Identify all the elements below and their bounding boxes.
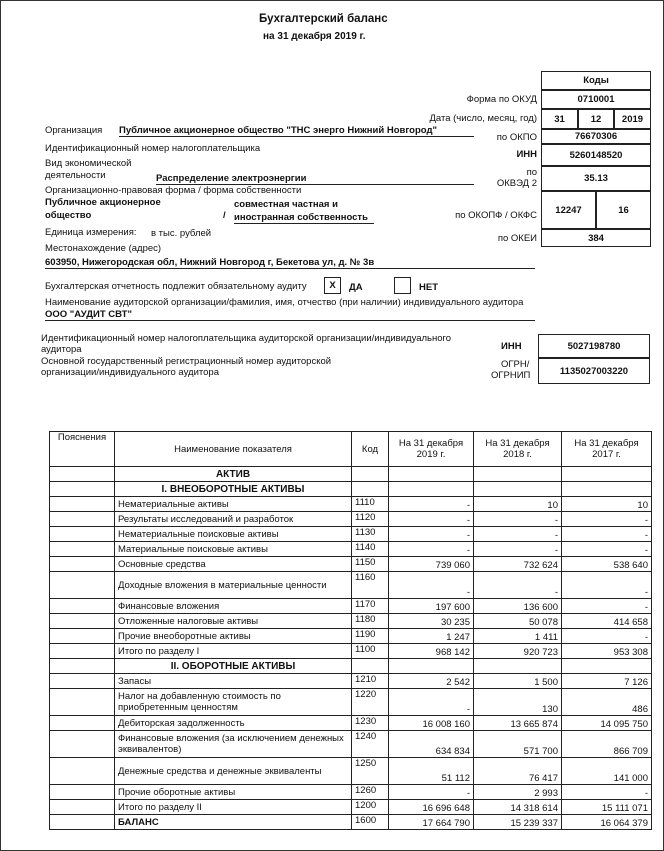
explanation-cell bbox=[50, 599, 115, 614]
code-cell bbox=[352, 482, 389, 497]
value-cell: 141 000 bbox=[562, 758, 652, 785]
indicator-name: Дебиторская задолженность bbox=[115, 716, 352, 731]
audit-yes-label: ДА bbox=[349, 282, 363, 293]
line-code: 1210 bbox=[352, 674, 389, 689]
line-code: 1180 bbox=[352, 614, 389, 629]
indicator-name: Результаты исследований и разработок bbox=[115, 512, 352, 527]
line-code: 1220 bbox=[352, 689, 389, 716]
auditor-name-label: Наименование аудиторской организации/фамилия, имя, отчество (при наличии) индивидуального аудитора bbox=[45, 297, 524, 308]
section-heading-row bbox=[50, 467, 652, 482]
indicator-name: Нематериальные поисковые активы bbox=[115, 527, 352, 542]
section-heading: АКТИВ bbox=[115, 467, 352, 482]
value-cell: 76 417 bbox=[474, 758, 562, 785]
explanation-cell bbox=[50, 689, 115, 716]
table-row bbox=[50, 815, 652, 830]
explanation-cell bbox=[50, 482, 115, 497]
table-row bbox=[50, 785, 652, 800]
value-cell bbox=[389, 482, 474, 497]
code-cell bbox=[352, 659, 389, 674]
explanation-cell bbox=[50, 731, 115, 758]
line-code: 1120 bbox=[352, 512, 389, 527]
value-cell: 538 640 bbox=[562, 557, 652, 572]
value-cell: 15 111 071 bbox=[562, 800, 652, 815]
value-cell: 130 bbox=[474, 689, 562, 716]
table-row bbox=[50, 527, 652, 542]
explanation-cell bbox=[50, 527, 115, 542]
value-cell: 414 658 bbox=[562, 614, 652, 629]
explanation-cell bbox=[50, 497, 115, 512]
table-row bbox=[50, 758, 652, 785]
column-header: На 31 декабря 2018 г. bbox=[474, 432, 562, 467]
value-cell: - bbox=[389, 572, 474, 599]
organization-label: Организация bbox=[45, 125, 103, 136]
auditor-ogrn: 1135027003220 bbox=[538, 358, 650, 384]
explanation-cell bbox=[50, 800, 115, 815]
explanation-cell bbox=[50, 716, 115, 731]
okpo-code: 76670306 bbox=[541, 129, 651, 144]
value-cell: - bbox=[562, 572, 652, 599]
value-cell: 16 696 648 bbox=[389, 800, 474, 815]
indicator-name: Запасы bbox=[115, 674, 352, 689]
value-cell: - bbox=[562, 629, 652, 644]
value-cell bbox=[562, 659, 652, 674]
activity-label-2: деятельности bbox=[45, 170, 106, 181]
table-row bbox=[50, 614, 652, 629]
table-row bbox=[50, 542, 652, 557]
activity-value: Распределение электроэнергии bbox=[156, 173, 474, 185]
section-heading-row bbox=[50, 659, 652, 674]
value-cell: 1 411 bbox=[474, 629, 562, 644]
line-code: 1260 bbox=[352, 785, 389, 800]
auditor-inn-code-label: ИНН bbox=[501, 341, 522, 352]
section-heading: I. ВНЕОБОРОТНЫЕ АКТИВЫ bbox=[115, 482, 352, 497]
value-cell: 2 542 bbox=[389, 674, 474, 689]
auditor-ogrn-label: Основной государственный регистрационный номер аудиторской bbox=[41, 356, 332, 367]
activity-label: Вид экономической bbox=[45, 158, 132, 169]
line-code: 1160 bbox=[352, 572, 389, 599]
value-cell: - bbox=[389, 542, 474, 557]
value-cell: 953 308 bbox=[562, 644, 652, 659]
value-cell: - bbox=[389, 785, 474, 800]
value-cell: - bbox=[562, 512, 652, 527]
okud-label: Форма по ОКУД bbox=[466, 94, 537, 105]
indicator-name: Доходные вложения в материальные ценности bbox=[115, 572, 352, 599]
value-cell: 2 993 bbox=[474, 785, 562, 800]
form-separator: / bbox=[223, 210, 226, 221]
indicator-name: БАЛАНС bbox=[115, 815, 352, 830]
value-cell: - bbox=[389, 497, 474, 512]
ownership-1: совместная частная и bbox=[234, 199, 338, 210]
address-value: 603950, Нижегородская обл, Нижний Новгород г, Бекетова ул, д. № 3в bbox=[45, 257, 535, 269]
auditor-ogrn-label-2: организации/индивидуального аудитора bbox=[41, 367, 219, 378]
value-cell: 50 078 bbox=[474, 614, 562, 629]
line-code: 1150 bbox=[352, 557, 389, 572]
value-cell: 1 500 bbox=[474, 674, 562, 689]
explanation-cell bbox=[50, 572, 115, 599]
column-header: Код bbox=[352, 432, 389, 467]
value-cell: 920 723 bbox=[474, 644, 562, 659]
line-code: 1230 bbox=[352, 716, 389, 731]
auditor-inn-label: Идентификационный номер налогоплательщика аудиторской организации/индивидуального bbox=[41, 333, 452, 344]
auditor-inn-label-2: аудитора bbox=[41, 344, 82, 355]
value-cell bbox=[389, 659, 474, 674]
inn-code: 5260148520 bbox=[541, 144, 651, 166]
auditor-inn: 5027198780 bbox=[538, 334, 650, 358]
value-cell bbox=[389, 467, 474, 482]
indicator-name: Налог на добавленную стоимость по приобретенным ценностям bbox=[115, 689, 352, 716]
okpo-label: по ОКПО bbox=[496, 132, 537, 143]
auditor-name: ООО "АУДИТ СВТ" bbox=[45, 309, 535, 321]
value-cell: 634 834 bbox=[389, 731, 474, 758]
value-cell: 10 bbox=[474, 497, 562, 512]
line-code: 1240 bbox=[352, 731, 389, 758]
value-cell: 10 bbox=[562, 497, 652, 512]
value-cell: 968 142 bbox=[389, 644, 474, 659]
value-cell: - bbox=[389, 512, 474, 527]
okei-label: по ОКЕИ bbox=[497, 233, 537, 244]
value-cell: 197 600 bbox=[389, 599, 474, 614]
table-row bbox=[50, 674, 652, 689]
explanation-cell bbox=[50, 674, 115, 689]
okopf-code: 12247 bbox=[541, 191, 596, 229]
indicator-name: Денежные средства и денежные эквиваленты bbox=[115, 758, 352, 785]
value-cell: 16 064 379 bbox=[562, 815, 652, 830]
value-cell: - bbox=[474, 527, 562, 542]
value-cell: 7 126 bbox=[562, 674, 652, 689]
okfs-code: 16 bbox=[596, 191, 651, 229]
organization-name: Публичное акционерное общество "ТНС энерго Нижний Новгород" bbox=[119, 125, 474, 137]
line-code: 1130 bbox=[352, 527, 389, 542]
date-day: 31 bbox=[541, 109, 578, 129]
legal-form-1: Публичное акционерное bbox=[45, 197, 161, 208]
ownership-2: иностранная собственность bbox=[234, 212, 374, 224]
explanation-cell bbox=[50, 557, 115, 572]
value-cell bbox=[474, 659, 562, 674]
column-header: Наименование показателя bbox=[115, 432, 352, 467]
audit-no-label: НЕТ bbox=[419, 282, 438, 293]
table-row bbox=[50, 716, 652, 731]
line-code: 1110 bbox=[352, 497, 389, 512]
value-cell: - bbox=[474, 542, 562, 557]
okved-label: по bbox=[526, 167, 537, 178]
table-row bbox=[50, 800, 652, 815]
explanation-cell bbox=[50, 467, 115, 482]
line-code: 1600 bbox=[352, 815, 389, 830]
org-inn-label: Идентификационный номер налогоплательщика bbox=[45, 143, 261, 154]
explanation-cell bbox=[50, 542, 115, 557]
value-cell: 14 318 614 bbox=[474, 800, 562, 815]
explanation-cell bbox=[50, 659, 115, 674]
okopf-label: по ОКОПФ / ОКФС bbox=[455, 210, 537, 221]
value-cell: 16 008 160 bbox=[389, 716, 474, 731]
okved-label-2: ОКВЭД 2 bbox=[496, 178, 537, 189]
date-year: 2019 bbox=[614, 109, 651, 129]
value-cell: 739 060 bbox=[389, 557, 474, 572]
table-row bbox=[50, 512, 652, 527]
legal-form-2: общество bbox=[45, 210, 92, 221]
line-code: 1100 bbox=[352, 644, 389, 659]
line-code: 1190 bbox=[352, 629, 389, 644]
audit-required-label: Бухгалтерская отчетность подлежит обязательному аудиту bbox=[45, 281, 307, 292]
address-label: Местонахождение (адрес) bbox=[45, 243, 162, 254]
section-heading-row bbox=[50, 482, 652, 497]
audit-no-checkbox[interactable] bbox=[394, 277, 411, 294]
indicator-name: Нематериальные активы bbox=[115, 497, 352, 512]
okved-code: 35.13 bbox=[541, 166, 651, 191]
indicator-name: Прочие внеоборотные активы bbox=[115, 629, 352, 644]
table-row bbox=[50, 599, 652, 614]
table-row bbox=[50, 572, 652, 599]
value-cell: 51 112 bbox=[389, 758, 474, 785]
value-cell: 15 239 337 bbox=[474, 815, 562, 830]
column-header: На 31 декабря 2019 г. bbox=[389, 432, 474, 467]
indicator-name: Финансовые вложения bbox=[115, 599, 352, 614]
table-header bbox=[50, 432, 652, 467]
value-cell: 866 709 bbox=[562, 731, 652, 758]
value-cell: - bbox=[389, 527, 474, 542]
value-cell: 14 095 750 bbox=[562, 716, 652, 731]
line-code: 1170 bbox=[352, 599, 389, 614]
indicator-name: Финансовые вложения (за исключением денежных эквивалентов) bbox=[115, 731, 352, 758]
value-cell: 732 624 bbox=[474, 557, 562, 572]
line-code: 1140 bbox=[352, 542, 389, 557]
ogrnip-code-label: ОГРНИП bbox=[491, 370, 531, 381]
value-cell: 571 700 bbox=[474, 731, 562, 758]
document-date: на 31 декабря 2019 г. bbox=[263, 31, 366, 42]
document-title: Бухгалтерский баланс bbox=[259, 13, 388, 25]
table-row bbox=[50, 557, 652, 572]
explanation-cell bbox=[50, 758, 115, 785]
value-cell: - bbox=[562, 542, 652, 557]
value-cell: - bbox=[389, 689, 474, 716]
okud-code: 0710001 bbox=[541, 90, 651, 109]
explanation-cell bbox=[50, 512, 115, 527]
value-cell: 136 600 bbox=[474, 599, 562, 614]
value-cell: - bbox=[474, 512, 562, 527]
value-cell: - bbox=[562, 785, 652, 800]
table-row bbox=[50, 689, 652, 716]
okei-code: 384 bbox=[541, 229, 651, 247]
inn-label: ИНН bbox=[516, 149, 537, 160]
value-cell: - bbox=[562, 599, 652, 614]
explanation-cell bbox=[50, 614, 115, 629]
indicator-name: Прочие оборотные активы bbox=[115, 785, 352, 800]
explanation-cell bbox=[50, 815, 115, 830]
table-row bbox=[50, 731, 652, 758]
value-cell bbox=[562, 467, 652, 482]
table-row bbox=[50, 497, 652, 512]
unit-value: в тыс. рублей bbox=[151, 228, 212, 239]
section-heading: II. ОБОРОТНЫЕ АКТИВЫ bbox=[115, 659, 352, 674]
code-cell bbox=[352, 467, 389, 482]
value-cell: 17 664 790 bbox=[389, 815, 474, 830]
value-cell: 30 235 bbox=[389, 614, 474, 629]
explanation-cell bbox=[50, 644, 115, 659]
legal-form-label: Организационно-правовая форма / форма собственности bbox=[45, 185, 302, 196]
value-cell: 13 665 874 bbox=[474, 716, 562, 731]
value-cell: 1 247 bbox=[389, 629, 474, 644]
value-cell: - bbox=[474, 572, 562, 599]
table-row bbox=[50, 644, 652, 659]
value-cell: - bbox=[562, 527, 652, 542]
indicator-name: Основные средства bbox=[115, 557, 352, 572]
indicator-name: Материальные поисковые активы bbox=[115, 542, 352, 557]
indicator-name: Итого по разделу II bbox=[115, 800, 352, 815]
audit-yes-checkbox[interactable]: X bbox=[324, 277, 341, 294]
unit-label: Единица измерения: bbox=[45, 227, 137, 238]
explanation-cell bbox=[50, 785, 115, 800]
indicator-name: Итого по разделу I bbox=[115, 644, 352, 659]
codes-header: Коды bbox=[541, 71, 651, 90]
column-header: Пояснения bbox=[50, 432, 115, 467]
date-label: Дата (число, месяц, год) bbox=[429, 113, 537, 124]
indicator-name: Отложенные налоговые активы bbox=[115, 614, 352, 629]
table-row bbox=[50, 629, 652, 644]
date-month: 12 bbox=[578, 109, 614, 129]
line-code: 1250 bbox=[352, 758, 389, 785]
value-cell bbox=[474, 467, 562, 482]
line-code: 1200 bbox=[352, 800, 389, 815]
balance-table bbox=[49, 431, 652, 830]
value-cell bbox=[474, 482, 562, 497]
column-header: На 31 декабря 2017 г. bbox=[562, 432, 652, 467]
ogrn-code-label: ОГРН/ bbox=[501, 359, 530, 370]
value-cell bbox=[562, 482, 652, 497]
explanation-cell bbox=[50, 629, 115, 644]
value-cell: 486 bbox=[562, 689, 652, 716]
